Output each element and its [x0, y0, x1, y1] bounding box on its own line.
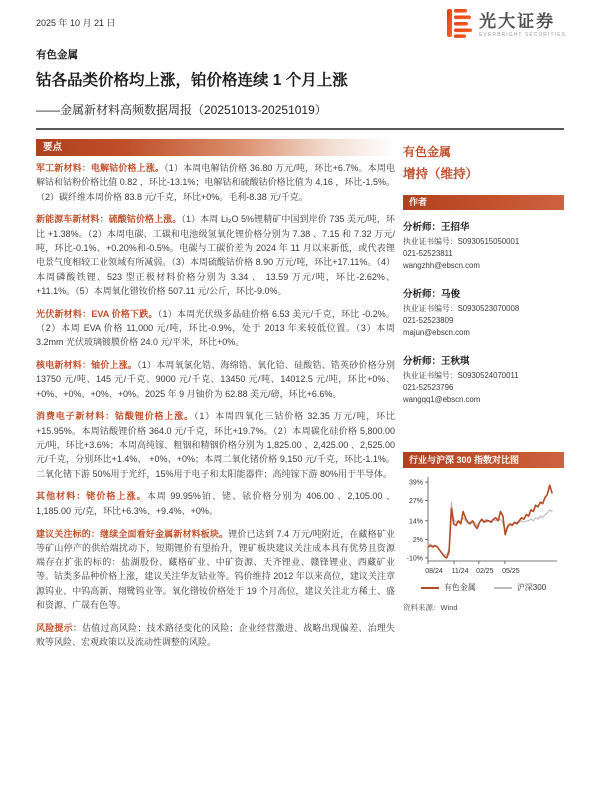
paragraph-text: 估值过高风险；技术路径变化的风险；企业经营激进、战略出现偏差、治理失败等风险、宏观政策以及流动性调整的风险。 [36, 622, 395, 648]
authors-banner: 作者 [403, 195, 564, 210]
brand-name [479, 13, 566, 39]
chart-banner: 行业与沪深 300 指数对比图 [403, 452, 564, 468]
analyst-card [403, 353, 564, 406]
analyst-cert: 执业证书编号：S0930515050001 [403, 237, 520, 246]
paragraph-pv [36, 307, 395, 350]
paragraph-text: （1）本周 Li₂O 5%锂精矿中国到岸价 735 美元/吨，环比 +1.38%。（2）本周电碳、工碳和电池级氢氧化锂价格分别为 7.38 、7.15 和 7.32 万元/吨，环比-0.1%、+0.20%和-0.5%。电碳与工碳价差为 2024 年 11 月以来新低，或代表锂电景气度相较工业领域有所减弱。（3）本周硫酸钴价格 8.90 万元/吨，环比+17.11%。（4）本周磷酸铁锂、523 型正极材料价格分别为 3.34 、 13.59 万元/吨，环比-2.62%、+11.1%。（5）本周氧化镨钕价格 507.11 元/公斤，环比-9.0%。 [36, 214, 395, 296]
report-date: 2025 年 10 月 21 日 [36, 18, 116, 28]
index-comparison-chart [403, 473, 564, 613]
paragraph-other [36, 489, 395, 518]
paragraph-lead: 新能源车新材料：硫酸钴价格上涨。 [36, 214, 182, 225]
paragraph-lead: 消费电子新材料：钴酸锂价格上涨。 [36, 411, 194, 422]
paragraph-text: （1）本周四氧化三钴价格 32.35 万元/吨，环比+15.95%。本周钴酸锂价格 364.0 元/千克，环比+19.7%。（2）本周碳化硅价格 5,800.00 元/吨，环比+3.6%；本周高纯镓、粗铟和精铟价格分别为 1,825.00 、2,425.00 、2,525.00 元/千克，分别环比+1.4%、 +0%、+0%；本周二氧化锗价格 9,150 元/千克，环比-1.1%。二氧化锗下游 50%用于光纤，15%用于电子和太阳能器件；高纯镓下游 80%用于半导体。 [36, 411, 395, 479]
paragraph-lead: 军工新材料：电解钴价格上涨。 [36, 163, 165, 173]
sidebar-industry: 有色金属 [403, 145, 452, 159]
analyst-email: wangzhh@ebscn.com [403, 261, 480, 270]
svg-text:14%: 14% [408, 518, 423, 526]
svg-text:27%: 27% [408, 498, 423, 506]
report-subtitle: ——金属新材料高频数据周报（20251013-20251019） [36, 103, 327, 117]
svg-text:-10%: -10% [406, 555, 423, 563]
svg-text:39%: 39% [408, 479, 423, 487]
chart-source: 资料来源：Wind [403, 603, 458, 612]
paragraph-lead: 风险提示： [36, 622, 83, 633]
paragraph-recommendations [36, 527, 395, 613]
svg-text:08/24: 08/24 [425, 568, 443, 575]
paragraph-lead: 建议关注标的：继续全面看好金属新材料板块。 [36, 528, 229, 539]
paragraph-text: 本周 99.95%铂、铑、铱价格分别为 406.00 、2,105.00 、1,185.00 元/克，环比+6.3%、+9.4%、+0%。 [36, 491, 395, 516]
analyst-name: 分析师：马俊 [403, 289, 461, 300]
keypoints-banner: 要点 [36, 139, 395, 156]
paragraph-text: （1）本周电解钴价格 36.80 万元/吨，环比+6.7%。本周电解钴和钴粉价格比值 0.82 ，环比-13.1%；电解钴和硫酸钴价格比值为 4.16 ，环比-1.5%。（2）碳纤维本周价格 83.8 元/千克，环比+0%。毛利-8.38 元/千克。 [36, 163, 395, 202]
report-category: 有色金属 [36, 49, 78, 61]
analyst-name: 分析师：王秋琪 [403, 356, 470, 367]
header-divider [36, 128, 564, 130]
paragraph-ev [36, 212, 395, 298]
svg-text:11/24: 11/24 [451, 568, 469, 575]
legend-swatch-industry [421, 587, 439, 589]
index-chart [403, 473, 558, 576]
brand-logo [446, 8, 566, 43]
paragraph-lead: 核电新材料：铀价上涨。 [36, 360, 138, 371]
paragraph-risks [36, 621, 395, 650]
svg-text:05/25: 05/25 [502, 568, 520, 575]
paragraph-military [36, 161, 395, 204]
legend-swatch-csi300 [494, 587, 512, 589]
brand-name-cn: 光大证券 [479, 11, 556, 31]
everbright-logo-icon [446, 8, 473, 43]
paragraph-text: （1）本周光伏级多晶硅价格 6.53 美元/千克，环比 -0.2%。（2）本周 EVA 价格 11,000 元/吨，环比-0.9%，处于 2013 年来较低位置。（3）本周 3.2mm 光伏玻璃镀膜价格 24.0 元/平米，环比+0%。 [36, 308, 395, 348]
paragraph-lead: 其他材料：铑价格上涨。 [36, 491, 147, 502]
paragraph-text: （1）本周氧氯化锆、海绵锆、氧化铪、硅酸锆、锆英砂价格分别 13750 元/吨、145 元/千克、9000 元/千克、13450 元/吨、14012.5 元/吨，环比+0%、+0%、+0%、+0%、+0%。2025 年 9 月铀价为 62.88 美元/磅，环比+6.6%。 [36, 360, 395, 399]
analyst-cert: 执业证书编号：S0930524070011 [403, 371, 519, 380]
report-title: 钴各品类价格均上涨，铂价格连续 1 个月上涨 [36, 72, 348, 89]
analyst-phone: 021-52523796 [403, 383, 454, 392]
analyst-cert: 执业证书编号：S0930523070008 [403, 304, 520, 313]
legend-label: 沪深300 [516, 583, 547, 592]
svg-text:02/25: 02/25 [476, 568, 494, 575]
analyst-email: majun@ebscn.com [403, 328, 470, 337]
analyst-email: wangqq1@ebscn.com [403, 395, 481, 404]
analyst-phone: 021-52523811 [403, 249, 453, 258]
brand-name-en: EVERBRIGHT SECURITIES [479, 32, 566, 39]
rating-badge: 增持（维持） [403, 167, 479, 181]
chart-legend [403, 582, 564, 593]
legend-item-csi300 [494, 582, 546, 593]
paragraph-text: 锂价已达到 7.4 万元/吨附近，在藏格矿业等矿山停产的供给端扰动下，短期锂价有望抬升，锂矿板块建议关注成本具有优势且资源端存在扩张的标的：盐湖股份、藏格矿业、中矿资源、天齐锂业、赣锋锂业、西藏矿业等。钴类多品种价格上涨，建议关注华友钴业等。钨价维持 2012 年以来高位，建议关注章源钨业、中钨高新、翔鹭钨业等。氧化镨钕价格处于 19 个月高位，建议关注北方稀土、盛和资源、广晟有色等。 [36, 528, 395, 611]
analyst-phone: 021-52523809 [403, 316, 454, 325]
legend-item-industry [421, 582, 476, 593]
analyst-name: 分析师：王招华 [403, 222, 470, 233]
legend-label: 有色金属 [443, 583, 476, 592]
sidebar [403, 143, 564, 613]
keypoints-body [36, 161, 395, 658]
paragraph-electronics [36, 409, 395, 480]
paragraph-nuclear [36, 358, 395, 401]
analyst-card [403, 286, 564, 339]
svg-text:2%: 2% [412, 536, 423, 544]
analyst-card [403, 219, 564, 272]
paragraph-lead: 光伏新材料：EVA 价格下跌。 [36, 308, 158, 319]
